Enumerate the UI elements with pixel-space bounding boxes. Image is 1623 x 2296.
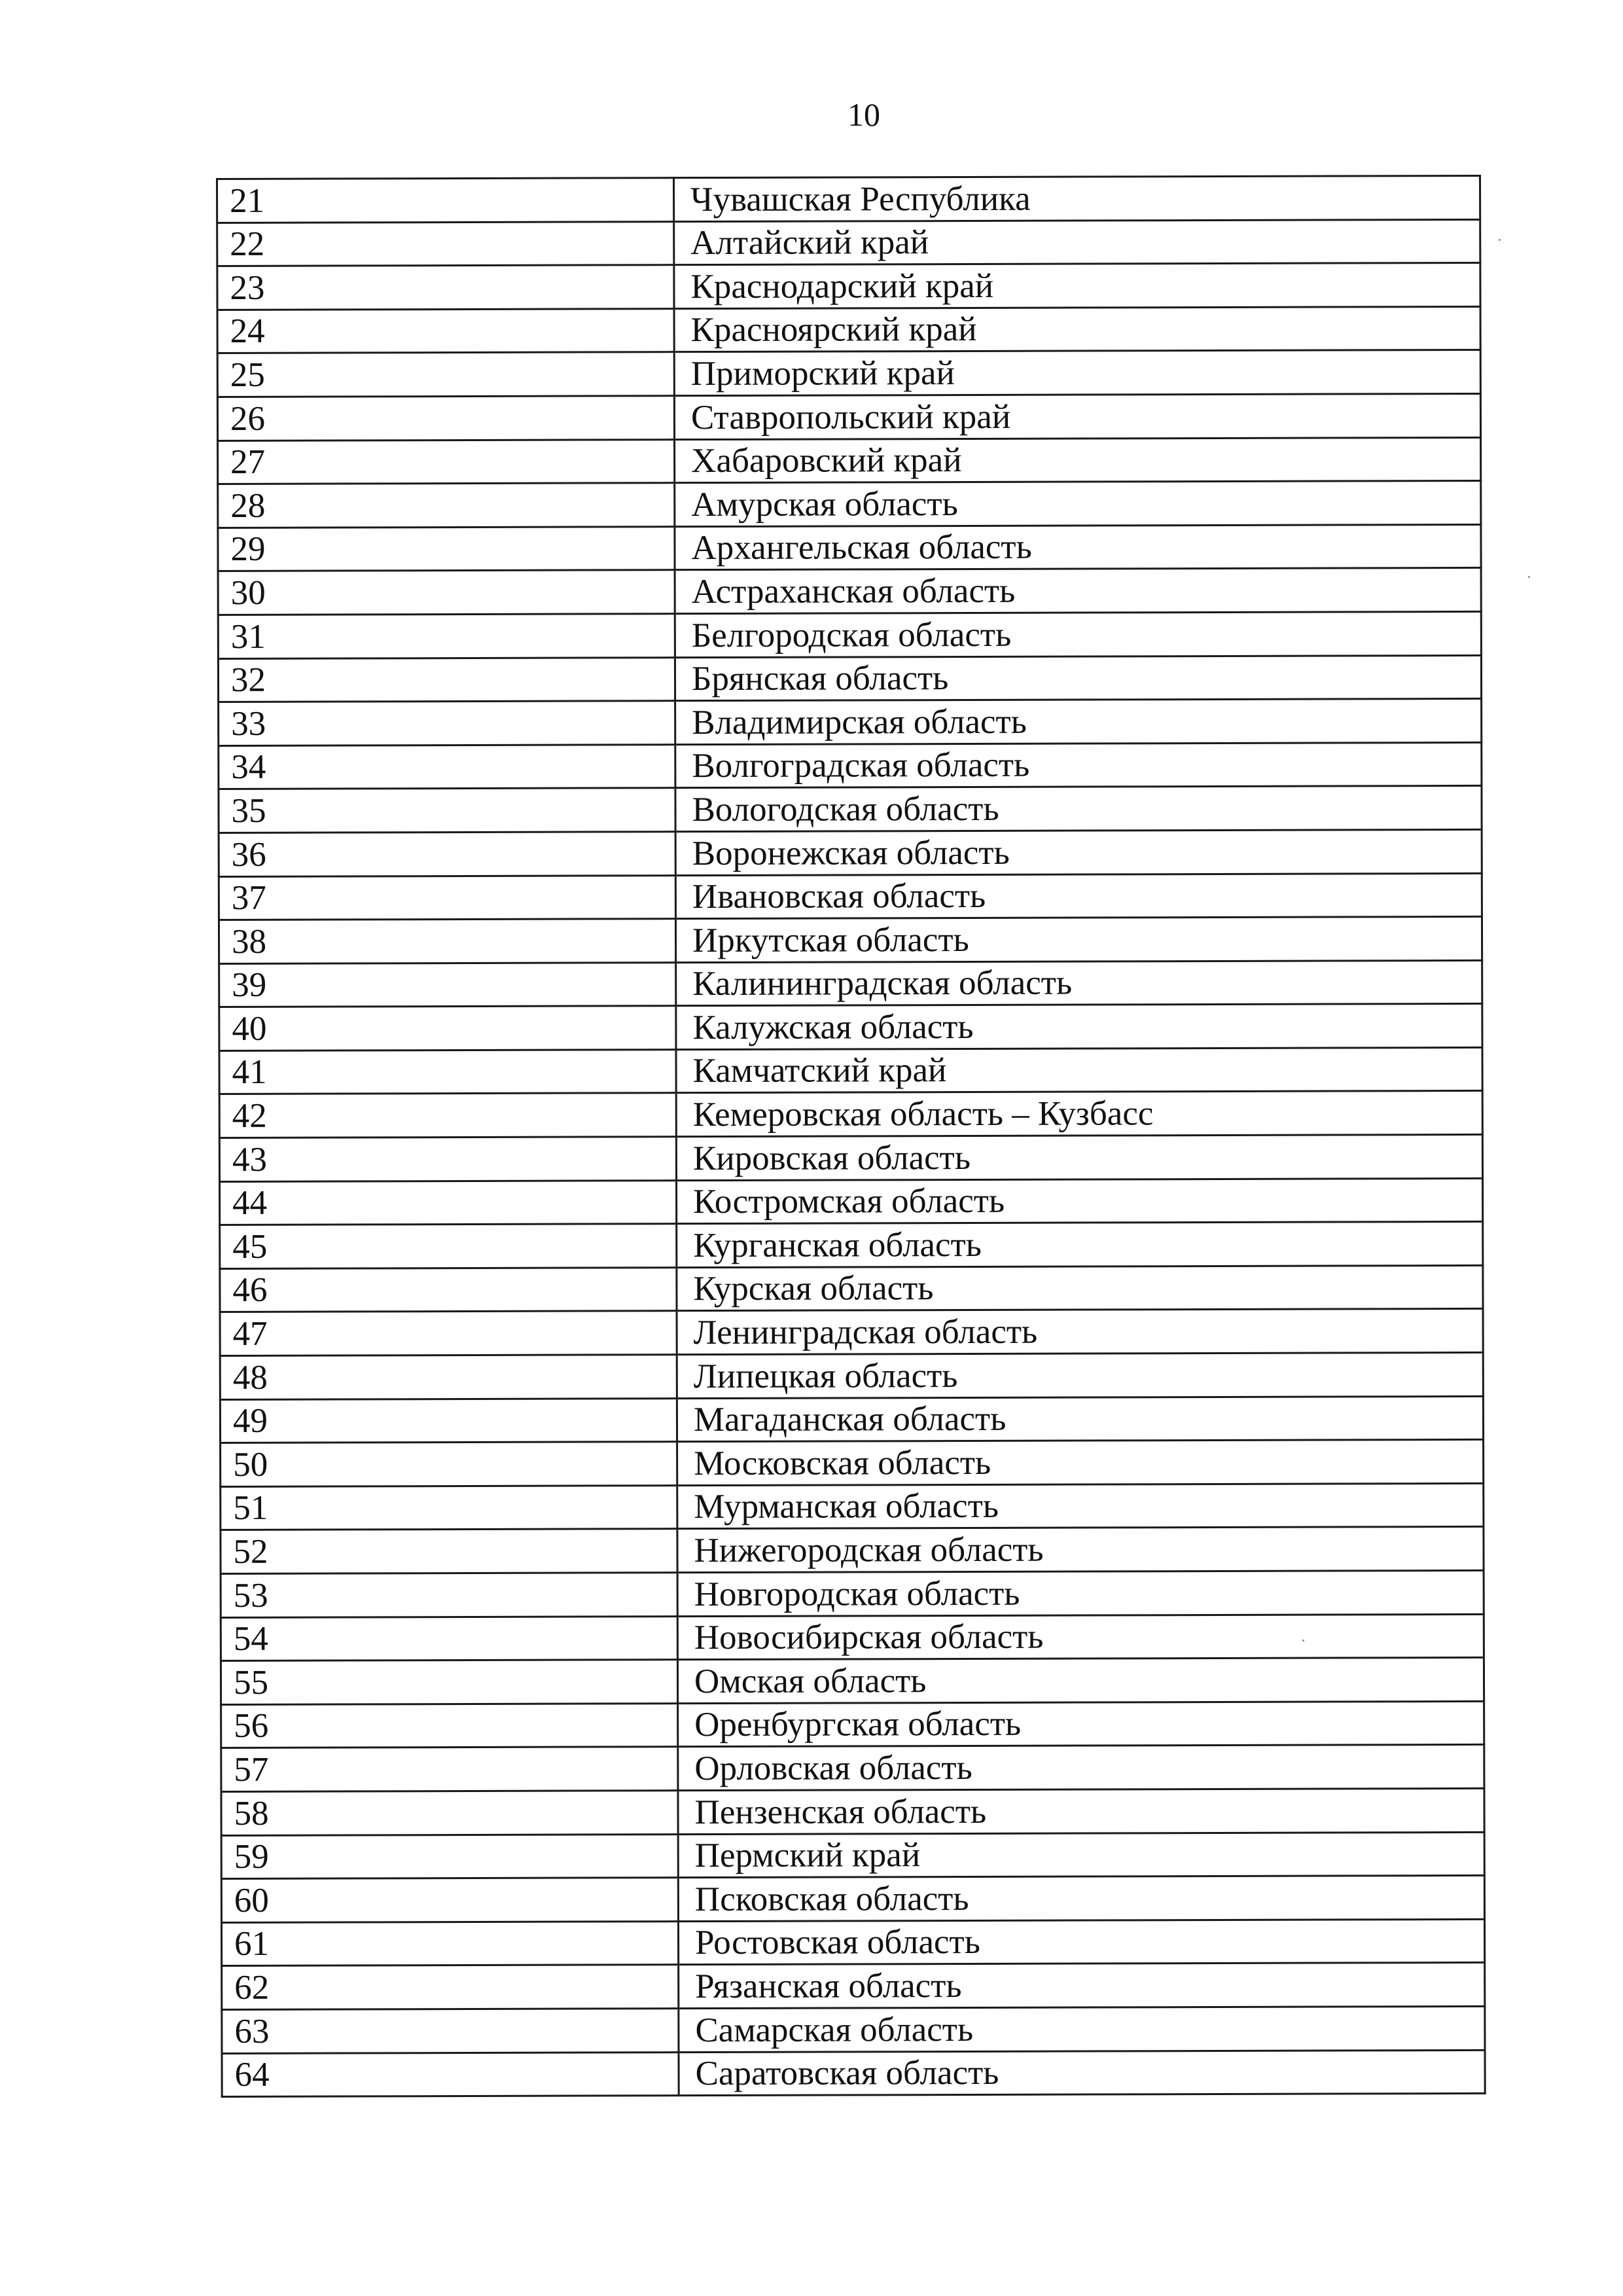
table-row <box>220 1396 1483 1443</box>
region-name-cell: Мурманская область <box>677 1483 1484 1529</box>
region-name-cell: Архангельская область <box>675 524 1481 570</box>
row-number-cell: 32 <box>218 657 675 702</box>
table-row <box>218 655 1481 702</box>
regions-table-body <box>217 175 1486 2096</box>
row-number-cell: 58 <box>221 1791 678 1835</box>
region-name-cell: Алтайский край <box>674 219 1480 265</box>
row-number-cell: 61 <box>221 1921 678 1965</box>
row-number-cell: 21 <box>217 178 674 223</box>
region-name-cell: Иркутская область <box>675 917 1482 963</box>
row-number-cell: 22 <box>217 221 674 266</box>
region-name-cell: Курганская область <box>677 1222 1483 1268</box>
row-number-cell: 56 <box>221 1703 678 1748</box>
region-name-cell: Орловская область <box>678 1745 1484 1791</box>
region-name-cell: Кировская область <box>676 1135 1482 1181</box>
table-row <box>219 699 1482 746</box>
row-number-cell: 40 <box>219 1006 676 1050</box>
row-number-cell: 62 <box>222 1965 679 2009</box>
table-row <box>220 1352 1483 1399</box>
region-name-cell: Чувашская Республика <box>674 175 1480 221</box>
table-row <box>221 1483 1484 1530</box>
region-name-cell: Рязанская область <box>679 1963 1485 2009</box>
table-row <box>222 1963 1485 2010</box>
row-number-cell: 63 <box>222 2009 679 2053</box>
table-row <box>219 742 1482 789</box>
region-name-cell: Калининградская область <box>676 960 1482 1006</box>
region-name-cell: Ленинградская область <box>677 1309 1483 1355</box>
row-number-cell: 41 <box>219 1050 676 1094</box>
table-row <box>219 1091 1482 1138</box>
row-number-cell: 23 <box>217 265 674 310</box>
region-name-cell: Новосибирская область <box>677 1614 1484 1660</box>
region-name-cell: Омская область <box>677 1658 1484 1704</box>
scan-speck <box>1528 576 1530 578</box>
row-number-cell: 27 <box>218 439 675 484</box>
table-row <box>221 1745 1484 1792</box>
region-name-cell: Камчатский край <box>676 1047 1482 1093</box>
table-row <box>217 350 1480 397</box>
table-row <box>221 1527 1484 1574</box>
row-number-cell: 33 <box>219 701 675 745</box>
table-row <box>218 611 1481 658</box>
row-number-cell: 34 <box>219 744 675 789</box>
row-number-cell: 59 <box>221 1834 678 1878</box>
table-row <box>220 1309 1483 1356</box>
row-number-cell: 57 <box>221 1747 678 1791</box>
region-name-cell: Вологодская область <box>675 786 1482 832</box>
row-number-cell: 26 <box>217 396 674 440</box>
region-name-cell: Красноярский край <box>674 306 1480 352</box>
table-row <box>219 873 1482 920</box>
region-name-cell: Московская область <box>677 1440 1484 1486</box>
row-number-cell: 38 <box>219 919 675 963</box>
table-row <box>221 1788 1484 1835</box>
row-number-cell: 53 <box>221 1573 677 1617</box>
scan-speck <box>1302 1640 1304 1641</box>
region-name-cell: Костромская область <box>677 1178 1483 1224</box>
table-row <box>221 1570 1484 1617</box>
table-row <box>219 786 1482 833</box>
row-number-cell: 55 <box>221 1660 677 1704</box>
region-name-cell: Калужская область <box>676 1004 1482 1050</box>
table-row <box>219 917 1482 964</box>
region-name-cell: Кемеровская область – Кузбасс <box>676 1091 1482 1137</box>
table-row <box>217 175 1480 223</box>
table-row <box>217 263 1480 310</box>
table-row <box>222 2006 1485 2053</box>
row-number-cell: 24 <box>217 308 674 353</box>
region-name-cell: Липецкая область <box>677 1352 1483 1398</box>
row-number-cell: 52 <box>221 1529 677 1573</box>
region-name-cell: Приморский край <box>674 350 1480 396</box>
region-name-cell: Ростовская область <box>678 1919 1484 1965</box>
row-number-cell: 35 <box>219 788 675 833</box>
row-number-cell: 47 <box>220 1311 677 1355</box>
table-row <box>217 306 1480 353</box>
table-row <box>221 1701 1484 1748</box>
region-name-cell: Волгоградская область <box>675 742 1482 788</box>
table-row <box>221 1658 1484 1705</box>
region-name-cell: Саратовская область <box>679 2050 1485 2096</box>
region-name-cell: Пермский край <box>678 1832 1484 1878</box>
table-row <box>218 437 1481 484</box>
table-row <box>219 829 1482 876</box>
regions-table <box>216 175 1486 2098</box>
row-number-cell: 46 <box>220 1268 677 1312</box>
row-number-cell: 42 <box>219 1093 676 1138</box>
table-row <box>218 568 1481 615</box>
region-name-cell: Краснодарский край <box>674 263 1480 309</box>
region-name-cell: Самарская область <box>679 2006 1485 2052</box>
region-name-cell: Курская область <box>677 1265 1483 1311</box>
row-number-cell: 43 <box>219 1137 676 1181</box>
region-name-cell: Нижегородская область <box>677 1527 1484 1573</box>
region-name-cell: Пензенская область <box>678 1788 1484 1834</box>
region-name-cell: Псковская область <box>678 1876 1484 1922</box>
region-name-cell: Ивановская область <box>675 873 1482 919</box>
table-row <box>217 393 1480 440</box>
table-row <box>217 219 1480 266</box>
row-number-cell: 28 <box>218 483 675 528</box>
table-row <box>219 960 1482 1007</box>
table-row <box>221 1440 1484 1487</box>
regions-table-container <box>216 175 1484 2098</box>
row-number-cell: 60 <box>221 1878 678 1922</box>
row-number-cell: 44 <box>220 1180 677 1225</box>
row-number-cell: 54 <box>221 1616 677 1660</box>
table-row <box>220 1178 1483 1225</box>
row-number-cell: 51 <box>221 1485 677 1530</box>
row-number-cell: 36 <box>219 832 675 876</box>
row-number-cell: 29 <box>218 526 675 571</box>
region-name-cell: Владимирская область <box>675 699 1482 745</box>
region-name-cell: Ставропольский край <box>674 393 1480 439</box>
table-row <box>222 2050 1485 2097</box>
table-row <box>220 1222 1483 1269</box>
region-name-cell: Белгородская область <box>675 611 1481 657</box>
region-name-cell: Брянская область <box>675 655 1481 701</box>
page-number: 10 <box>847 96 880 133</box>
row-number-cell: 25 <box>217 352 674 397</box>
table-row <box>219 1047 1482 1094</box>
region-name-cell: Хабаровский край <box>675 437 1481 483</box>
table-row <box>221 1876 1484 1923</box>
row-number-cell: 48 <box>220 1355 677 1399</box>
region-name-cell: Оренбургская область <box>678 1701 1484 1747</box>
region-name-cell: Новгородская область <box>677 1570 1484 1616</box>
table-row <box>221 1919 1484 1966</box>
row-number-cell: 50 <box>221 1442 677 1486</box>
row-number-cell: 37 <box>219 875 675 920</box>
row-number-cell: 49 <box>220 1398 677 1443</box>
row-number-cell: 45 <box>220 1224 677 1268</box>
table-row <box>218 524 1481 571</box>
table-row <box>220 1265 1483 1312</box>
row-number-cell: 64 <box>222 2052 679 2096</box>
scan-speck <box>1499 239 1501 241</box>
table-row <box>219 1004 1482 1051</box>
region-name-cell: Воронежская область <box>675 829 1482 875</box>
row-number-cell: 30 <box>218 570 675 615</box>
region-name-cell: Магаданская область <box>677 1396 1483 1442</box>
table-row <box>218 481 1481 528</box>
row-number-cell: 39 <box>219 962 676 1007</box>
row-number-cell: 31 <box>218 614 675 658</box>
region-name-cell: Амурская область <box>675 481 1481 527</box>
table-row <box>221 1614 1484 1661</box>
table-row <box>219 1135 1482 1182</box>
table-row <box>221 1832 1484 1879</box>
region-name-cell: Астраханская область <box>675 568 1481 614</box>
